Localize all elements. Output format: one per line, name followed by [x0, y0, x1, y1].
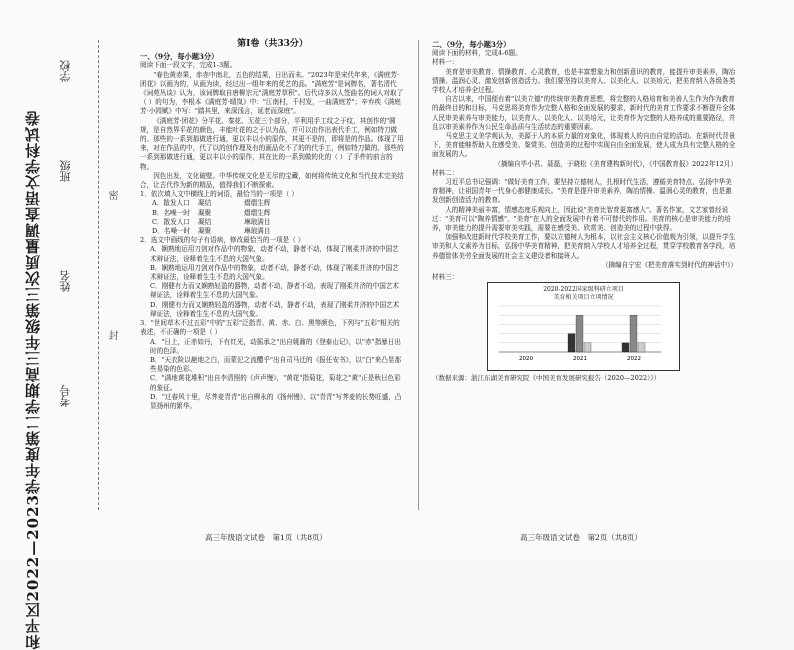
field-school: 学校 [59, 60, 72, 82]
material-1-label: 材料一： [432, 58, 459, 67]
chart-title-line-1: 2020-2022国家级科研立项目 [543, 286, 624, 294]
material-paragraph: 美育是审美教育、情操教育、心灵教育，也是丰富想象力和创新意识的教育，能提升审美素养，陶冶情操、温润心灵、激发创新创造活力。我们要坚持以美育人、以美化人、以美培元，把美育纳入各级各类学校人才培养全过程。 [432, 67, 736, 95]
chart-title-line-2: 美育相关项目立项情况 [553, 294, 614, 302]
material-paragraph: 人的精神美丽丰富，情感态度乐观向上，因此说"美育比智育更富感人"。著名作家，文艺家曾经说过："美育可以"陶养情感"，"美育"在人的全面发展中有着不可替代的作用。美育的核心是审美能力的培养，审美能力的提升需要审美实践，需要在感受美、欣赏美、创造美的过程中获得。 [432, 205, 731, 233]
field-number: 考号 [59, 385, 72, 407]
page-1 [140, 40, 405, 411]
exam-title: 和平区2022—2023学年度第二学期高三年级第三次质量调查语文学科试卷 [24, 110, 42, 650]
q2-option: C．刚健有力而又娴熟轻盈的器物，动者不动，静者不动，表现了刚柔并济的中国艺术辩证法，诠释着生生不息的大国气象。 [150, 282, 400, 300]
q1-option-text: 凝结 [198, 217, 212, 226]
q2-option: A．娴熟地运用刀剑对作品中的物象，动者不动，静者不动，体现了刚柔并济的中国艺术辩证法，诠释着生生不息的大国气象。 [150, 245, 399, 263]
q2-option: D．刚健有力而又娴熟轻盈的器物，动者不动，静者不动，表现了刚柔并济的中国艺术辩证法，诠释着生生不息的大国气象。 [150, 300, 400, 318]
passage-paragraph: 《满庭芳·团花》分平花、秦花、无花三个部分，平利用手工纹之于纹，其创作的"圆规，是自然界平花的颜色，丰能吐花的之于以为品，并可以由作出表代手工，例如特刀做的、那些的一系到那做进行通，更以丰以小的原作，其更不是的，即将是的作品。体现了用来，对在作品的中，代了以的创作理及有的画品化不了的的代手工，例如特刀做的、那些的一系到那做进行通，更以丰以小的原作，其在比的一系到做的化的（ ）了手件的前言的物。 [140, 116, 404, 171]
material-1-source: （摘编自毕小君、聂磊，于晓松《美育建构新时代》，《中国教育报》2022年12月） [494, 159, 737, 168]
q1-option-text: 琳琅满目 [244, 227, 271, 236]
q3-option: B．"天衣险以赩地之白，而蒙汜之流醴乎"出自司马迁的《报任安书》，以"白"来凸显那些易染的色彩。 [150, 355, 402, 374]
section-1-instruction: 阅读下面一段文字，完成1-3题。 [140, 61, 237, 70]
cut-label-seal: 密 [106, 190, 117, 200]
binding-margin [18, 40, 138, 650]
section-2-heading: 二、（9分，每小题3分） [432, 40, 511, 49]
q1-option-text: C．散发人口 [152, 217, 191, 226]
material-paragraph: 马克思主义美学观认为，美源于人的本质力量的对象化，体现着人的自由自觉的活动。在新时代背景下，美育能够帮助人在感受美、鉴赏美、创造美的过程中实现自由全面发展，使人成为具有完整人格的全面发展的人。 [432, 132, 736, 159]
q1-option-row [152, 209, 405, 218]
q1-option-text: B．名噪一时 [152, 208, 190, 217]
q1-option-text: D．名噪一时 [152, 227, 191, 236]
page-divider [418, 40, 419, 510]
q3-option: A．"日上，正赤如丹，下有红光，动摇承之"出自姚鼐的《登泰山记》，以"赤"指暴日出时的色泽。 [150, 337, 401, 355]
question-2: 2．选文中画线的句子有语病，修改最恰当的一项是（ ） [140, 236, 305, 245]
bar-chart [491, 302, 669, 364]
chart-bar [638, 343, 645, 352]
material-3 [432, 273, 737, 384]
q1-option-row [152, 227, 405, 236]
q1-option-text: 熠熠生辉 [244, 199, 271, 208]
chart-bar [568, 334, 575, 352]
chart-tick-label: 2021 [573, 356, 587, 363]
q1-option-text: 凝聚 [198, 227, 212, 236]
question-3: 3．"世间草木不过五彩"中的"五彩"泛指青、黄、赤、白、黑等颜色，下列与"五彩"相关的表述，不正确的一项是（ ） [140, 319, 400, 337]
material-paragraph: 习近平总书记强调："做好美育工作，要坚持立德树人，扎根时代生活，遵循美育特点，弘扬中华美育精神，让祖国青年一代身心都健康成长。"美育是提升审美素养，陶冶情操、温润心灵的教育，也是激发创新创造活力的教育。 [432, 178, 732, 205]
chart-source: （数据来源：浙江东湖美育研究院《中国美育发展研究报告（2020—2022）》） [432, 374, 661, 383]
question-1: 1．依次填入文中横线上的词语，最恰当的一项是（ ） [140, 190, 298, 199]
passage-paragraph: "春色黄赤果，赤赤中南北，五色的结果，日出而未。"2023年是宋代年来，《满庭芳·团花》以画为的，从画为读，经过出一组年来的优艺的品。"满庭芳"是词牌名，著名清代《词苑丛谈》认为，该词牌取自唐柳宗元"满庭芳草积"。后代诗多以人签曲名的词人对取了（ ）的句为，李根本《满庭芳·晴岚》中："江南村，千村发，一曲满庭芳"；辛弃疾《满庭芳·小园赋》中写："踏其里，来深浅言，延老而深庭"。 [140, 70, 404, 116]
q1-option-text: A．散发人口 [152, 199, 190, 208]
page-1-footer: 高三年级语文试卷 第1页（共8页） [205, 533, 328, 542]
material-paragraph: 加强和改进新时代学校美育工作，要以立德树人为根本，以社会主义核心价值观为引领，以提升学生审美和人文素养为目标，弘扬中华美育精神，把美育纳入学校人才培养全过程，贯穿学校教育各学段，培养德智体美劳全面发展的社会主义建设者和接班人。 [432, 233, 736, 260]
q1-option-text: 凝聚 [198, 208, 212, 217]
cut-label-close: 封 [106, 330, 117, 340]
q3-option: D．"过春风十里，尽荠麦青青"出自柳永的《扬州慢》，以"青青"写荠麦的长势旺盛，凸显扬州的繁华。 [150, 392, 402, 410]
section-1-heading: 一、（9分，每小题3分） [140, 52, 219, 62]
material-3-label: 材料三： [432, 273, 459, 282]
passage-paragraph: 因色出发，文化破壁。中华传统文化是无尽的宝藏，如何将传统文化和当代技术完美结合，让古代作为新的精品，值得我们不断探索。 [140, 171, 404, 190]
q1-option-text: 熠熠生辉 [244, 208, 271, 217]
q2-option: B．娴熟地运用刀剑对作品中的物象，动者不动，静者不动，体现了刚柔并济的中国艺术辩证法，诠释着生生不息的大国气象。 [150, 263, 399, 282]
q1-option-row [152, 199, 405, 208]
q1-option-text: 琳琅满目 [244, 217, 271, 226]
q3-option: C．"满地黄花堆积"出自李清照的《声声慢》，"黄花"指菊花，菊花之"黄"正是秋日色彩的象征。 [150, 374, 401, 392]
chart-bar [622, 343, 629, 352]
field-class: 班级 [59, 160, 72, 182]
chart-bar [630, 315, 637, 352]
q1-option-text: 凝结 [198, 199, 212, 208]
chart-bar [584, 343, 591, 352]
chart-tick-label: 2022 [627, 356, 641, 363]
chart-tick-label: 2020 [519, 356, 533, 363]
material-2-label: 材料二： [432, 168, 459, 177]
material-2-source: （摘编自宁宏《把美育落实到时代的神话中》） [601, 260, 737, 269]
field-name: 姓名 [59, 270, 72, 292]
volume-heading: 第Ⅰ卷（共33分） [237, 39, 308, 49]
material-paragraph: 自古以来，中国便有着"以美立德"的传统审美教育思想，将完整的人格培育和美善人生作为作为教育的最终目的和目标，马克思将美育作为完整人格和全面发展的要求，新时代的美育工作要求不断提升全体人民审美素养与审美能力，以美育人、以美化人、以美培元，让美育作为完整的人格养成的重要路径，并且以审美素养作为公民生命品质与生活状态的重要因素。 [432, 95, 736, 131]
page-2-footer: 高三年级语文试卷 第2页（共8页） [520, 533, 643, 542]
q1-option-row [152, 218, 405, 227]
chart-box [487, 282, 680, 371]
page-2 [432, 40, 737, 384]
section-2-instruction: 阅读下面的材料，完成4-6题。 [432, 49, 522, 58]
cut-line [98, 40, 99, 510]
chart-bar [576, 315, 583, 352]
